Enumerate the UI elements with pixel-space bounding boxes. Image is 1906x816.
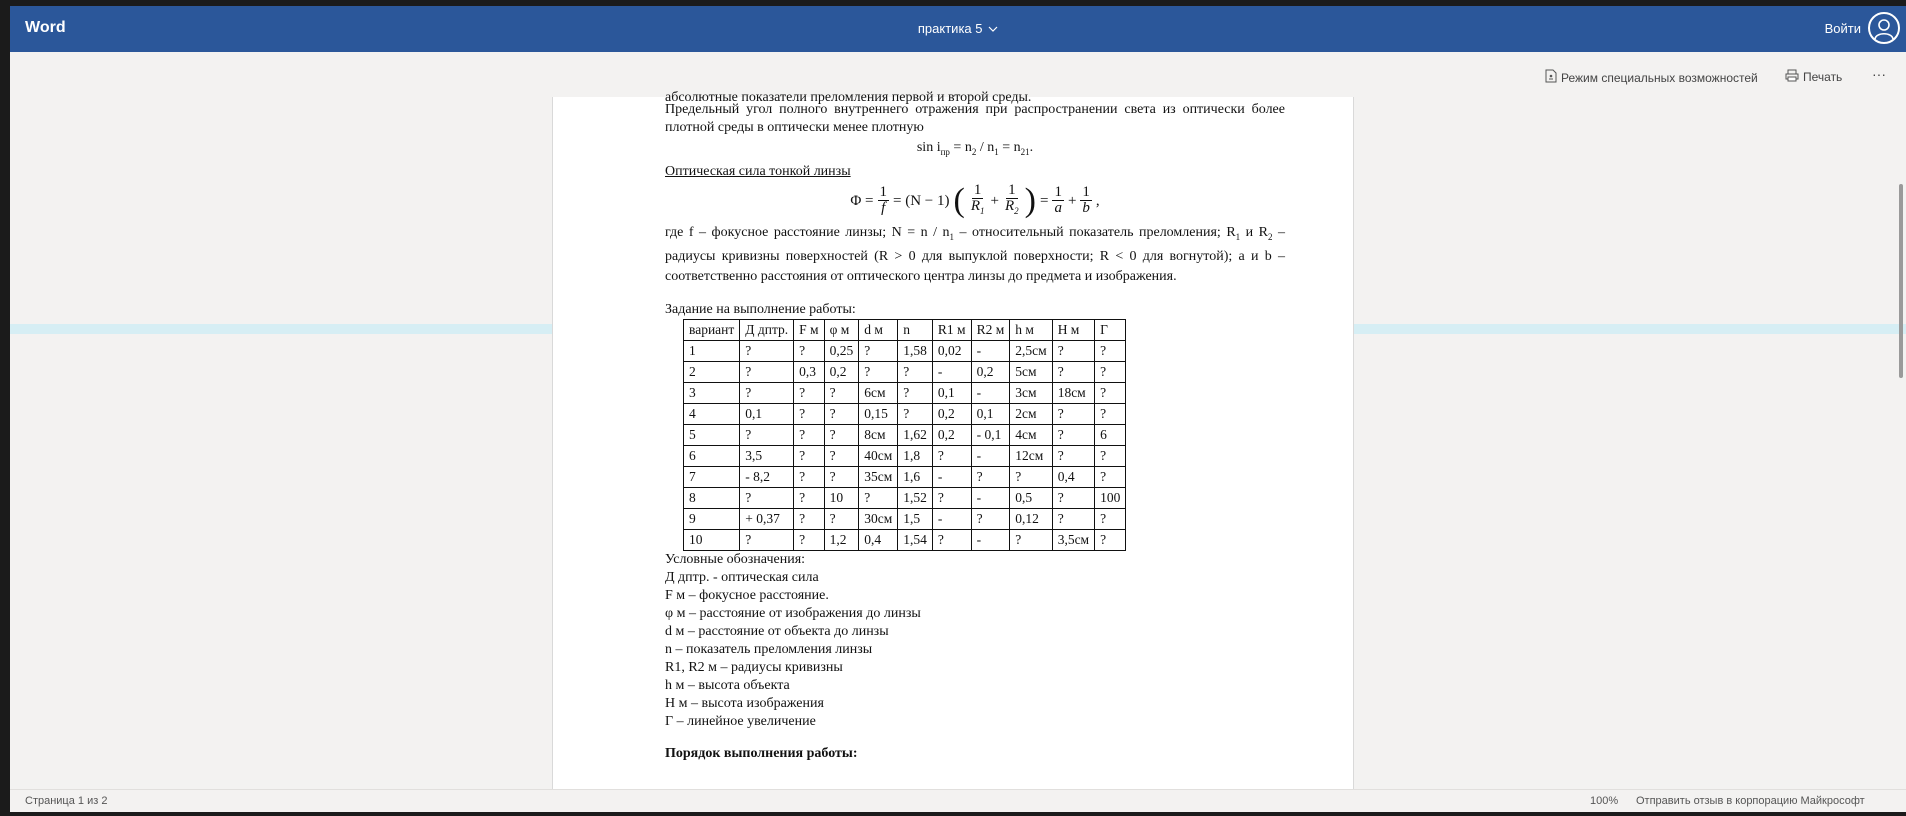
table-header-cell: Г bbox=[1095, 319, 1126, 340]
legend-item: n – показатель преломления линзы bbox=[665, 641, 873, 657]
formula-n-minus-1: = (N − 1) bbox=[893, 192, 950, 209]
status-bar bbox=[10, 789, 1906, 812]
table-cell: 10 bbox=[684, 529, 740, 550]
legend-item: Д дптр. - оптическая сила bbox=[665, 569, 819, 585]
table-cell: ? bbox=[824, 508, 859, 529]
table-header-cell: H м bbox=[1052, 319, 1094, 340]
table-cell: ? bbox=[1010, 529, 1052, 550]
table-cell: ? bbox=[898, 382, 933, 403]
legend-item: d м – расстояние от объекта до линзы bbox=[665, 623, 889, 639]
cutoff-text-line: абсолютные показатели преломления первой и второй среды. bbox=[665, 90, 1032, 105]
table-cell: ? bbox=[1095, 445, 1126, 466]
table-cell: 1,8 bbox=[898, 445, 933, 466]
table-cell: ? bbox=[794, 487, 824, 508]
legend-item: φ м – расстояние от изображения до линзы bbox=[665, 605, 921, 621]
table-cell: ? bbox=[1052, 508, 1094, 529]
table-row bbox=[684, 508, 1126, 529]
table-cell: 0,5 bbox=[1010, 487, 1052, 508]
table-cell: + 0,37 bbox=[740, 508, 794, 529]
where-text-2: – радиусы кривизны поверхностей (R > 0 для выпуклой поверхности; R < 0 для вогнутой); a и b – соответственно расстояния от оптического центра линзы до предмета и изображения. bbox=[665, 224, 1286, 284]
table-cell: ? bbox=[740, 340, 794, 361]
table-cell: ? bbox=[1052, 424, 1094, 445]
table-cell: ? bbox=[740, 361, 794, 382]
table-cell: 18см bbox=[1052, 382, 1094, 403]
table-body bbox=[684, 340, 1126, 550]
table-cell: 0,02 bbox=[932, 340, 971, 361]
table-cell: - 8,2 bbox=[740, 466, 794, 487]
legend-item: F м – фокусное расстояние. bbox=[665, 587, 829, 603]
accessibility-mode-label: Режим специальных возможностей bbox=[1561, 70, 1758, 85]
table-cell: 3 bbox=[684, 382, 740, 403]
table-cell: ? bbox=[1052, 403, 1094, 424]
table-cell: ? bbox=[824, 424, 859, 445]
frac-den: f bbox=[881, 200, 886, 217]
legend-item: R1, R2 м – радиусы кривизны bbox=[665, 659, 843, 675]
r2-letter: R bbox=[1004, 197, 1015, 214]
table-header-row bbox=[684, 319, 1126, 340]
r1-letter: R bbox=[970, 197, 981, 214]
table-cell: 35см bbox=[859, 466, 898, 487]
table-cell: ? bbox=[932, 487, 971, 508]
document-canvas[interactable] bbox=[10, 90, 1906, 789]
table-row bbox=[684, 403, 1126, 424]
table-cell: ? bbox=[740, 529, 794, 550]
table-cell: 4см bbox=[1010, 424, 1052, 445]
table-cell: 1,52 bbox=[898, 487, 933, 508]
table-cell: ? bbox=[898, 361, 933, 382]
table-cell: 10 bbox=[824, 487, 859, 508]
table-header-cell: h м bbox=[1010, 319, 1052, 340]
formula-equals: = bbox=[1039, 192, 1049, 209]
frac-den bbox=[969, 199, 987, 219]
table-cell: ? bbox=[1095, 466, 1126, 487]
where-r2: и R bbox=[1240, 224, 1268, 240]
accessibility-document-icon bbox=[1545, 69, 1557, 86]
where-r1: R bbox=[1226, 224, 1236, 240]
table-cell: ? bbox=[971, 466, 1010, 487]
table-cell: ? bbox=[740, 382, 794, 403]
frac-num: 1 bbox=[879, 184, 888, 201]
signin-link[interactable]: Войти bbox=[1824, 21, 1861, 36]
formula-phi: Φ = bbox=[850, 192, 874, 209]
fraction-1-over-r1 bbox=[969, 183, 987, 219]
table-cell: 6 bbox=[1095, 424, 1126, 445]
table-cell: ? bbox=[1095, 529, 1126, 550]
table-cell: ? bbox=[824, 445, 859, 466]
table-cell: - bbox=[932, 466, 971, 487]
table-cell: ? bbox=[794, 340, 824, 361]
table-cell: ? bbox=[740, 487, 794, 508]
table-cell: 12см bbox=[1010, 445, 1052, 466]
table-cell: ? bbox=[859, 487, 898, 508]
word-online-window bbox=[10, 6, 1906, 811]
table-cell: 5см bbox=[1010, 361, 1052, 382]
page-content bbox=[665, 89, 1285, 763]
table-cell: 0,2 bbox=[932, 403, 971, 424]
page-count: Страница 1 из 2 bbox=[25, 795, 108, 807]
feedback-link[interactable]: Отправить отзыв в корпорацию Майкрософт bbox=[1636, 795, 1865, 807]
table-cell: 0,12 bbox=[1010, 508, 1052, 529]
table-header-cell: φ м bbox=[824, 319, 859, 340]
table-header-cell: n bbox=[898, 319, 933, 340]
table-row bbox=[684, 382, 1126, 403]
task-heading: Задание на выполнение работы: bbox=[665, 301, 856, 317]
document-title[interactable] bbox=[10, 21, 1906, 37]
fraction-1-over-b bbox=[1080, 185, 1092, 216]
more-options-button[interactable]: ··· bbox=[1872, 66, 1886, 82]
table-cell: ? bbox=[1095, 340, 1126, 361]
table-cell: ? bbox=[1052, 445, 1094, 466]
table-cell: ? bbox=[824, 403, 859, 424]
table-cell: 0,1 bbox=[971, 403, 1010, 424]
accessibility-mode-button[interactable] bbox=[1545, 69, 1758, 86]
table-cell: 2,5см bbox=[1010, 340, 1052, 361]
table-header-cell: R1 м bbox=[932, 319, 971, 340]
table-row bbox=[684, 340, 1126, 361]
right-paren: ) bbox=[1024, 181, 1036, 219]
left-paren: ( bbox=[953, 181, 965, 219]
formula-sin-div: / n bbox=[976, 140, 995, 155]
formula-plus: + bbox=[990, 192, 999, 209]
legend-list bbox=[665, 569, 1285, 731]
table-cell: 100 bbox=[1095, 487, 1126, 508]
table-cell: 0,2 bbox=[824, 361, 859, 382]
table-cell: 2см bbox=[1010, 403, 1052, 424]
vertical-scrollbar[interactable] bbox=[1897, 100, 1905, 788]
scrollbar-thumb[interactable] bbox=[1899, 184, 1903, 378]
r2-sub: 2 bbox=[1014, 205, 1019, 216]
table-row bbox=[684, 424, 1126, 445]
table-cell: - 0,1 bbox=[971, 424, 1010, 445]
formula-plus-2: + bbox=[1067, 192, 1077, 209]
table-cell: ? bbox=[1010, 466, 1052, 487]
table-cell: 1 bbox=[684, 340, 740, 361]
table-cell: 0,1 bbox=[932, 382, 971, 403]
legend-item: h м – высота объекта bbox=[665, 677, 790, 693]
frac-den: b bbox=[1082, 200, 1090, 217]
formula-critical-angle bbox=[665, 139, 1285, 161]
table-cell: 5 bbox=[684, 424, 740, 445]
task-variants-table bbox=[683, 319, 1126, 551]
table-cell: 1,62 bbox=[898, 424, 933, 445]
table-cell: 2 bbox=[684, 361, 740, 382]
table-cell: ? bbox=[794, 445, 824, 466]
table-cell: - bbox=[971, 445, 1010, 466]
table-cell: ? bbox=[824, 466, 859, 487]
table-cell: ? bbox=[794, 382, 824, 403]
zoom-level[interactable]: 100% bbox=[1590, 795, 1619, 807]
table-cell: ? bbox=[794, 424, 824, 445]
table-cell: ? bbox=[740, 424, 794, 445]
heading-lens-power: Оптическая сила тонкой линзы bbox=[665, 163, 851, 179]
frac-den bbox=[1003, 199, 1021, 219]
document-page[interactable] bbox=[552, 90, 1354, 789]
table-cell: 0,3 bbox=[794, 361, 824, 382]
title-bar bbox=[10, 6, 1906, 52]
formula-sin-rhs: = n bbox=[949, 140, 972, 155]
frac-num: 1 bbox=[1054, 184, 1062, 201]
formula-sin-eq: = n bbox=[998, 140, 1021, 155]
formula-sin-divsub: 1 bbox=[994, 146, 999, 157]
table-row bbox=[684, 529, 1126, 550]
table-cell: 40см bbox=[859, 445, 898, 466]
table-cell: 1,5 bbox=[898, 508, 933, 529]
table-cell: 3,5 bbox=[740, 445, 794, 466]
table-header-cell: F м bbox=[794, 319, 824, 340]
table-cell: 0,2 bbox=[932, 424, 971, 445]
formula-optical-power bbox=[665, 183, 1285, 219]
fraction-1-over-a bbox=[1052, 185, 1064, 216]
table-cell: 1,6 bbox=[898, 466, 933, 487]
table-cell: 0,15 bbox=[859, 403, 898, 424]
table-cell: ? bbox=[859, 361, 898, 382]
table-row bbox=[684, 487, 1126, 508]
table-cell: ? bbox=[1052, 361, 1094, 382]
table-cell: 30см bbox=[859, 508, 898, 529]
table-cell: 1,2 bbox=[824, 529, 859, 550]
formula-sin-sub: пр bbox=[940, 146, 950, 157]
frac-den: a bbox=[1054, 200, 1062, 217]
table-cell: 4 bbox=[684, 403, 740, 424]
table-cell: ? bbox=[932, 529, 971, 550]
table-cell: 0,4 bbox=[859, 529, 898, 550]
frac-num: 1 bbox=[973, 181, 982, 198]
table-cell: 0,2 bbox=[971, 361, 1010, 382]
canvas-highlight-left bbox=[10, 324, 552, 334]
table-cell: - bbox=[971, 487, 1010, 508]
chevron-down-icon[interactable] bbox=[988, 22, 998, 37]
table-cell: 7 bbox=[684, 466, 740, 487]
where-r1-sub: 1 bbox=[1235, 231, 1241, 242]
r1-sub: 1 bbox=[980, 205, 985, 216]
table-cell: 3,5см bbox=[1052, 529, 1094, 550]
print-label: Печать bbox=[1803, 70, 1843, 84]
table-cell: ? bbox=[794, 508, 824, 529]
printer-icon bbox=[1785, 69, 1799, 85]
procedure-heading: Порядок выполнения работы: bbox=[665, 745, 858, 761]
table-cell: ? bbox=[971, 508, 1010, 529]
table-cell: ? bbox=[1095, 382, 1126, 403]
table-cell: 9 bbox=[684, 508, 740, 529]
table-cell: ? bbox=[1095, 361, 1126, 382]
table-cell: 6 bbox=[684, 445, 740, 466]
paragraph-where bbox=[665, 223, 1285, 287]
formula-sin-sub2: 2 bbox=[971, 146, 977, 157]
table-cell: 8 bbox=[684, 487, 740, 508]
formula-sin-eqsub: 21 bbox=[1020, 146, 1030, 157]
fraction-1-over-f bbox=[878, 185, 890, 216]
table-cell: ? bbox=[898, 403, 933, 424]
table-cell: - bbox=[971, 340, 1010, 361]
account-avatar-icon[interactable] bbox=[1868, 12, 1900, 44]
legend-item: H м – высота изображения bbox=[665, 695, 824, 711]
document-title-text[interactable]: практика 5 bbox=[917, 21, 983, 36]
where-r2-sub: 2 bbox=[1268, 231, 1273, 242]
table-cell: ? bbox=[932, 445, 971, 466]
legend-heading: Условные обозначения: bbox=[665, 551, 806, 567]
table-cell: ? bbox=[859, 340, 898, 361]
table-cell: - bbox=[932, 508, 971, 529]
table-cell: - bbox=[971, 382, 1010, 403]
table-cell: 0,25 bbox=[824, 340, 859, 361]
table-cell: ? bbox=[1095, 403, 1126, 424]
table-cell: ? bbox=[1052, 487, 1094, 508]
app-name[interactable]: Word bbox=[25, 19, 66, 36]
table-cell: - bbox=[932, 361, 971, 382]
table-cell: ? bbox=[794, 466, 824, 487]
table-cell: ? bbox=[1095, 508, 1126, 529]
table-cell: ? bbox=[794, 403, 824, 424]
frac-num: 1 bbox=[1082, 184, 1090, 201]
fraction-1-over-r2 bbox=[1003, 183, 1021, 219]
table-row bbox=[684, 361, 1126, 382]
table-cell: 1,54 bbox=[898, 529, 933, 550]
table-cell: 3см bbox=[1010, 382, 1052, 403]
table-header-cell: вариант bbox=[684, 319, 740, 340]
paragraph-total-reflection: Предельный угол полного внутреннего отражения при распространении света из оптически более плотной среды в оптически менее плотную bbox=[665, 102, 1285, 135]
table-cell: 1,58 bbox=[898, 340, 933, 361]
table-header-cell: Д дптр. bbox=[740, 319, 794, 340]
table-cell: ? bbox=[824, 382, 859, 403]
legend-item: Г – линейное увеличение bbox=[665, 713, 816, 729]
table-cell: ? bbox=[1052, 340, 1094, 361]
formula-comma: , bbox=[1095, 192, 1100, 209]
print-button[interactable] bbox=[1785, 69, 1842, 85]
table-row bbox=[684, 466, 1126, 487]
table-cell: - bbox=[971, 529, 1010, 550]
table-header-cell: R2 м bbox=[971, 319, 1010, 340]
where-n1-sub: 1 bbox=[949, 231, 955, 242]
frac-num: 1 bbox=[1008, 181, 1016, 198]
where-text-1: где f – фокусное расстояние линзы; N = n / n bbox=[665, 224, 950, 240]
formula-sin-lhs: sin i bbox=[916, 140, 941, 155]
table-cell: ? bbox=[794, 529, 824, 550]
table-cell: 0,1 bbox=[740, 403, 794, 424]
table-cell: 8см bbox=[859, 424, 898, 445]
table-cell: 6см bbox=[859, 382, 898, 403]
where-text-1b: – относительный показатель преломления; bbox=[954, 224, 1221, 240]
table-cell: 0,4 bbox=[1052, 466, 1094, 487]
canvas-highlight-right bbox=[1352, 324, 1906, 334]
table-header-cell: d м bbox=[859, 319, 898, 340]
table-row bbox=[684, 445, 1126, 466]
formula-sin-end: . bbox=[1029, 140, 1034, 155]
